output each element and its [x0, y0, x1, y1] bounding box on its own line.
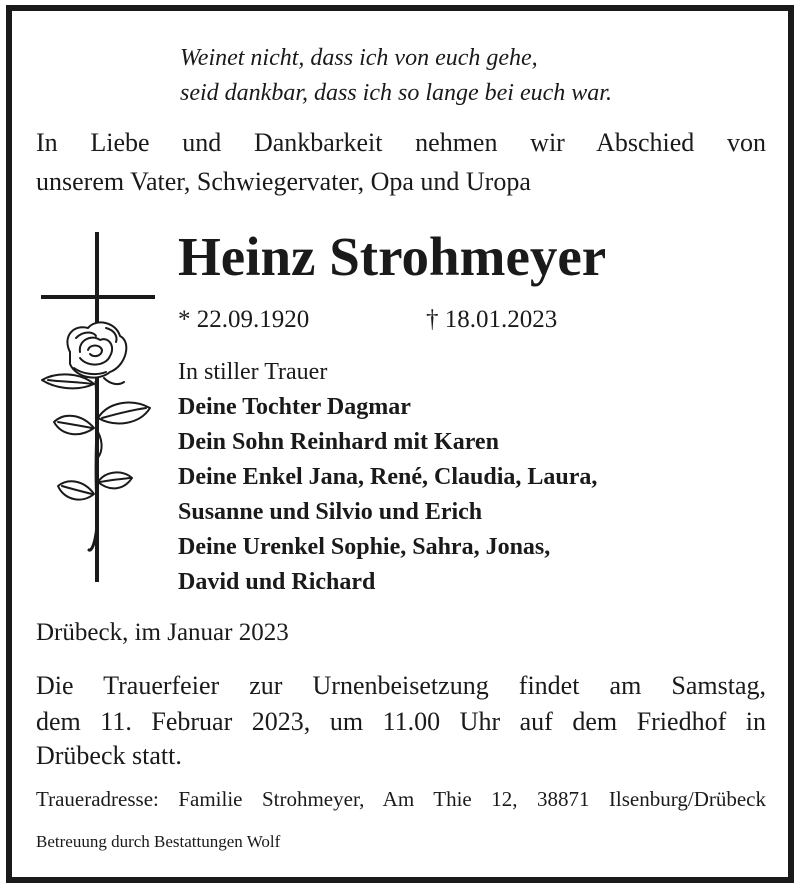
- motto-line-2: seid dankbar, dass ich so lange bei euch war.: [180, 80, 612, 106]
- birth-date: * 22.09.1920: [178, 306, 310, 333]
- deceased-name: Heinz Strohmeyer: [178, 226, 607, 287]
- motto-line-1: Weinet nicht, dass ich von euch gehe,: [180, 45, 538, 71]
- mourner-line: David und Richard: [178, 569, 376, 595]
- ceremony-line-1: Die Trauerfeier zur Urnenbeisetzung findet am Samstag,: [36, 671, 766, 700]
- place-date: Drübeck, im Januar 2023: [36, 619, 289, 646]
- mourner-line: Deine Urenkel Sophie, Sahra, Jonas,: [178, 534, 551, 560]
- death-date: † 18.01.2023: [426, 306, 558, 333]
- mourner-line: Susanne und Silvio und Erich: [178, 499, 483, 525]
- mourners-heading: In stiller Trauer: [178, 359, 328, 385]
- funeral-home: Betreuung durch Bestattungen Wolf: [36, 832, 281, 851]
- cross-icon: [36, 232, 166, 588]
- intro-line-2: unserem Vater, Schwiegervater, Opa und Uropa: [36, 167, 531, 196]
- ceremony-line-3: Drübeck statt.: [36, 741, 182, 770]
- rose-icon: [42, 322, 150, 550]
- mourner-line: Deine Enkel Jana, René, Claudia, Laura,: [178, 464, 598, 490]
- intro-line-1: In Liebe und Dankbarkeit nehmen wir Abschied von: [36, 128, 766, 157]
- ceremony-line-2: dem 11. Februar 2023, um 11.00 Uhr auf dem Friedhof in: [36, 707, 766, 736]
- mourner-line: Dein Sohn Reinhard mit Karen: [178, 429, 499, 455]
- mourning-address: Traueradresse: Familie Strohmeyer, Am Thie 12, 38871 Ilsenburg/Drübeck: [36, 787, 766, 811]
- mourner-line: Deine Tochter Dagmar: [178, 394, 411, 420]
